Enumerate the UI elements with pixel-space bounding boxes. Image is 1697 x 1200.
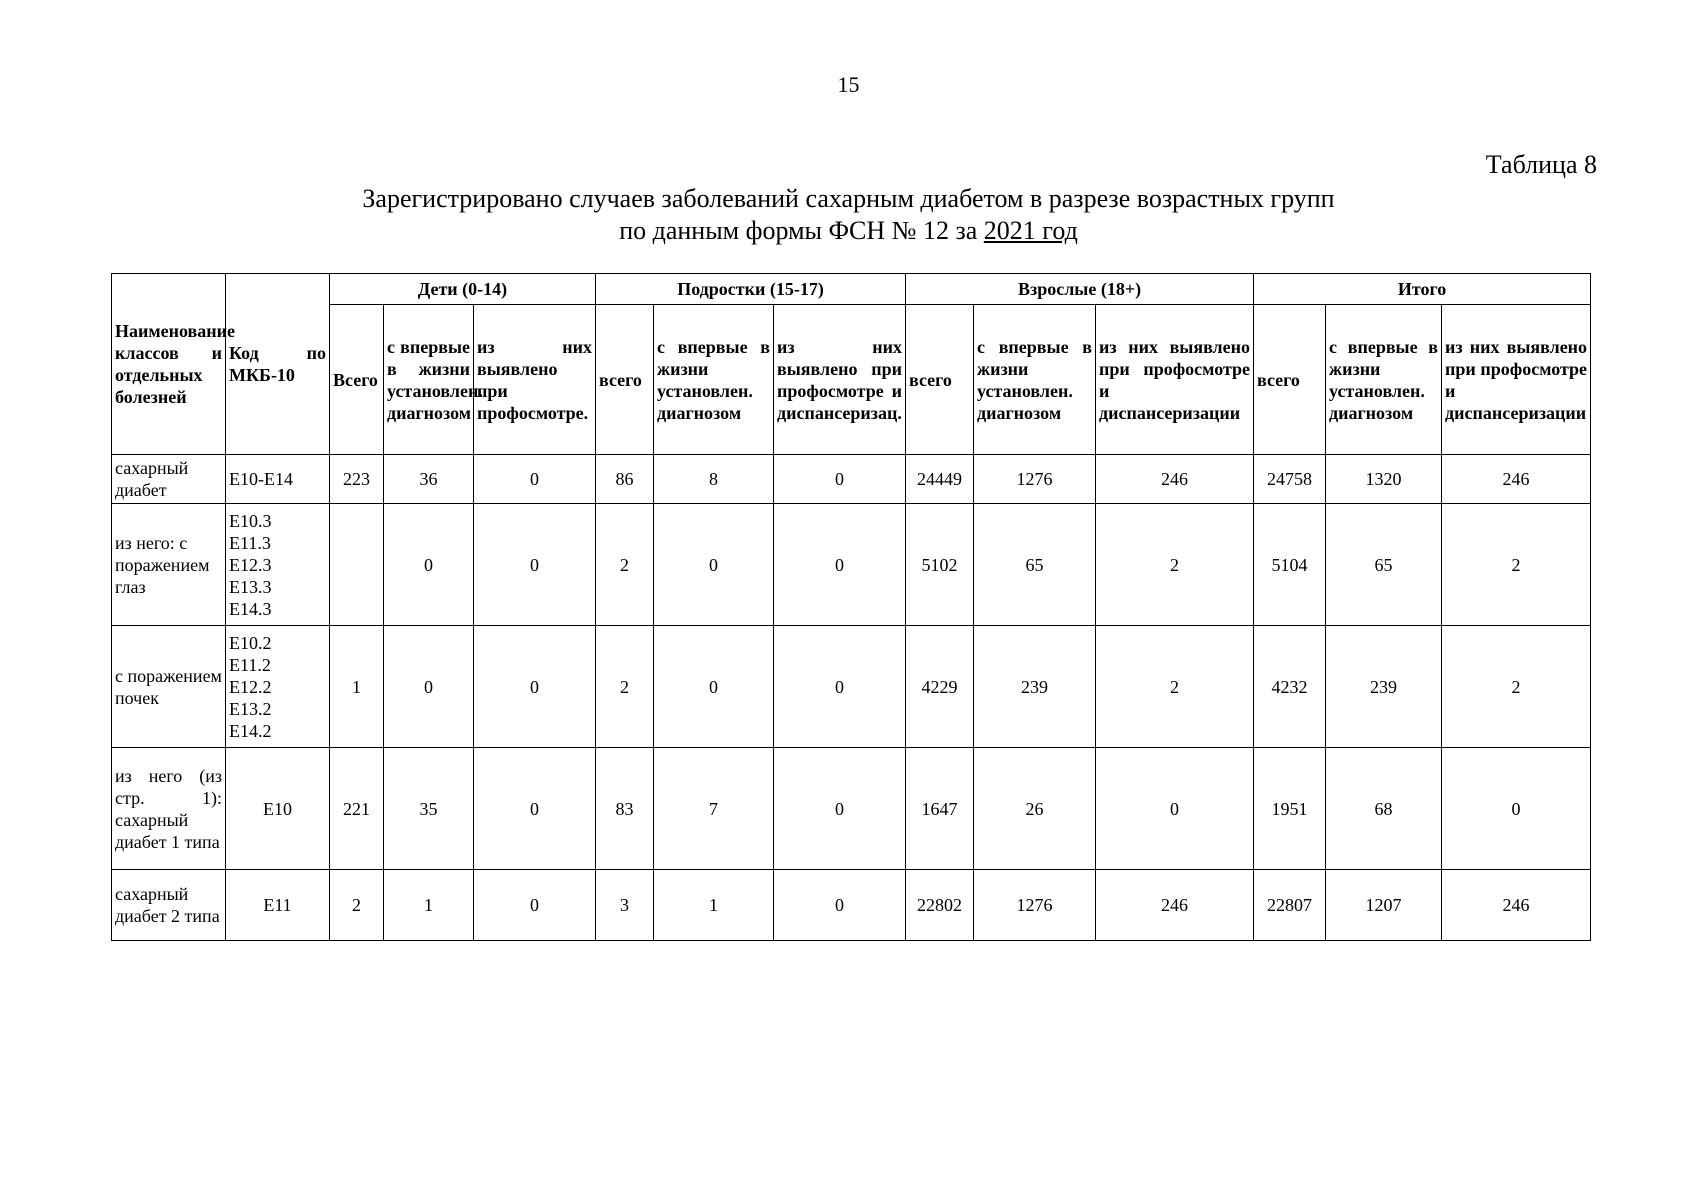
table-row [112, 455, 1591, 504]
children-checkup-header: из них выявлено при профосмотре. [474, 305, 596, 455]
cell-total-total: 24758 [1254, 455, 1326, 504]
cell-total-checkup: 0 [1442, 748, 1591, 870]
cell-children-total: 2 [330, 870, 384, 941]
group-header-adults: Взрослые (18+) [906, 274, 1254, 305]
cell-teens-new: 8 [654, 455, 774, 504]
group-header-total: Итого [1254, 274, 1591, 305]
cell-adults-checkup: 2 [1096, 504, 1254, 626]
row-name: из него: с поражением глаз [112, 504, 226, 626]
cell-adults-new: 1276 [974, 870, 1096, 941]
cell-teens-new: 7 [654, 748, 774, 870]
children-new-diagnosis-header: с впервые в жизни установлен. диагнозом [384, 305, 474, 455]
cell-children-checkup: 0 [474, 870, 596, 941]
cell-children-checkup: 0 [474, 748, 596, 870]
diabetes-cases-table [111, 273, 1591, 941]
icd-code: E13.2 [229, 698, 272, 719]
table-label: Таблица 8 [1485, 150, 1597, 179]
cell-total-total: 5104 [1254, 504, 1326, 626]
cell-teens-total: 2 [596, 504, 654, 626]
cell-adults-total: 4229 [906, 626, 974, 748]
cell-total-total: 1951 [1254, 748, 1326, 870]
row-icd-code [226, 504, 330, 626]
group-header-children: Дети (0-14) [330, 274, 596, 305]
cell-teens-checkup: 0 [774, 455, 906, 504]
icd-code: E12.3 [229, 554, 272, 575]
cell-total-total: 4232 [1254, 626, 1326, 748]
cell-teens-total: 83 [596, 748, 654, 870]
table-row [112, 748, 1591, 870]
children-total-header: Всего [330, 305, 384, 455]
cell-total-new: 68 [1326, 748, 1442, 870]
cell-adults-checkup: 0 [1096, 748, 1254, 870]
cell-teens-new: 1 [654, 870, 774, 941]
row-name: из него (из стр. 1): сахарный диабет 1 типа [112, 748, 226, 870]
title-line-2-prefix: по данным формы ФСН № 12 за [619, 216, 984, 245]
name-column-header: Наименование классов и отдельных болезней [112, 274, 226, 455]
cell-total-new: 1207 [1326, 870, 1442, 941]
row-name: сахарный диабет [112, 455, 226, 504]
cell-children-new: 0 [384, 626, 474, 748]
row-icd-code [226, 748, 330, 870]
cell-total-total: 22807 [1254, 870, 1326, 941]
row-icd-code [226, 626, 330, 748]
cell-adults-new: 26 [974, 748, 1096, 870]
icd-code: E11 [263, 895, 292, 915]
cell-adults-new: 239 [974, 626, 1096, 748]
adults-total-header: всего [906, 305, 974, 455]
cell-children-new: 0 [384, 504, 474, 626]
icd-code-column-header: Код по МКБ-10 [226, 274, 330, 455]
table-row [112, 870, 1591, 941]
group-header-teens: Подростки (15-17) [596, 274, 906, 305]
cell-adults-checkup: 246 [1096, 870, 1254, 941]
cell-children-total: 221 [330, 748, 384, 870]
cell-children-new: 1 [384, 870, 474, 941]
row-name: сахарный диабет 2 типа [112, 870, 226, 941]
group-header-row [112, 274, 1591, 305]
cell-children-checkup: 0 [474, 626, 596, 748]
cell-total-new: 65 [1326, 504, 1442, 626]
icd-code: E10-E14 [229, 469, 293, 489]
table-row [112, 504, 1591, 626]
adults-checkup-header: из них выявлено при профосмотре и диспансеризации [1096, 305, 1254, 455]
cell-children-new: 35 [384, 748, 474, 870]
cell-teens-total: 86 [596, 455, 654, 504]
table-row [112, 626, 1591, 748]
cell-teens-checkup: 0 [774, 504, 906, 626]
icd-code: E12.2 [229, 676, 272, 697]
teens-new-diagnosis-header: с впервые в жизни установлен. диагнозом [654, 305, 774, 455]
cell-total-new: 239 [1326, 626, 1442, 748]
cell-adults-new: 65 [974, 504, 1096, 626]
cell-teens-total: 3 [596, 870, 654, 941]
cell-children-total: 223 [330, 455, 384, 504]
cell-adults-total: 1647 [906, 748, 974, 870]
cell-teens-checkup: 0 [774, 870, 906, 941]
icd-code: E10.3 [229, 510, 272, 531]
total-total-header: всего [1254, 305, 1326, 455]
icd-code: E13.3 [229, 576, 272, 597]
title-year: 2021 год [983, 216, 1078, 245]
cell-teens-new: 0 [654, 626, 774, 748]
cell-total-checkup: 246 [1442, 870, 1591, 941]
cell-children-total: 1 [330, 626, 384, 748]
cell-total-new: 1320 [1326, 455, 1442, 504]
cell-teens-checkup: 0 [774, 748, 906, 870]
row-icd-code [226, 870, 330, 941]
title-line-1: Зарегистрировано случаев заболеваний сахарным диабетом в разрезе возрастных групп [362, 184, 1335, 213]
icd-code: E10.2 [229, 632, 272, 653]
cell-teens-checkup: 0 [774, 626, 906, 748]
cell-children-checkup: 0 [474, 504, 596, 626]
row-icd-code [226, 455, 330, 504]
cell-total-checkup: 2 [1442, 504, 1591, 626]
cell-adults-total: 5102 [906, 504, 974, 626]
icd-code: E11.3 [229, 532, 271, 553]
icd-code: E14.3 [229, 598, 272, 619]
cell-children-new: 36 [384, 455, 474, 504]
cell-adults-total: 22802 [906, 870, 974, 941]
cell-teens-total: 2 [596, 626, 654, 748]
cell-adults-checkup: 246 [1096, 455, 1254, 504]
page-number: 15 [837, 72, 860, 97]
cell-adults-new: 1276 [974, 455, 1096, 504]
total-checkup-header: из них выявлено при профосмотре и диспансеризации [1442, 305, 1591, 455]
adults-new-diagnosis-header: с впервые в жизни установлен. диагнозом [974, 305, 1096, 455]
document-title [0, 183, 1697, 247]
cell-children-checkup: 0 [474, 455, 596, 504]
cell-total-checkup: 246 [1442, 455, 1591, 504]
teens-checkup-header: из них выявлено при профосмотре и диспансеризац. [774, 305, 906, 455]
total-new-diagnosis-header: с впервые в жизни установлен. диагнозом [1326, 305, 1442, 455]
cell-adults-total: 24449 [906, 455, 974, 504]
cell-children-total [330, 504, 384, 626]
title-line-2 [0, 215, 1697, 247]
subheader-row [112, 305, 1591, 455]
row-name: с поражением почек [112, 626, 226, 748]
icd-code: E11.2 [229, 654, 271, 675]
cell-total-checkup: 2 [1442, 626, 1591, 748]
teens-total-header: всего [596, 305, 654, 455]
icd-code: E10 [263, 798, 292, 819]
cell-teens-new: 0 [654, 504, 774, 626]
icd-code: E14.2 [229, 720, 272, 741]
cell-adults-checkup: 2 [1096, 626, 1254, 748]
